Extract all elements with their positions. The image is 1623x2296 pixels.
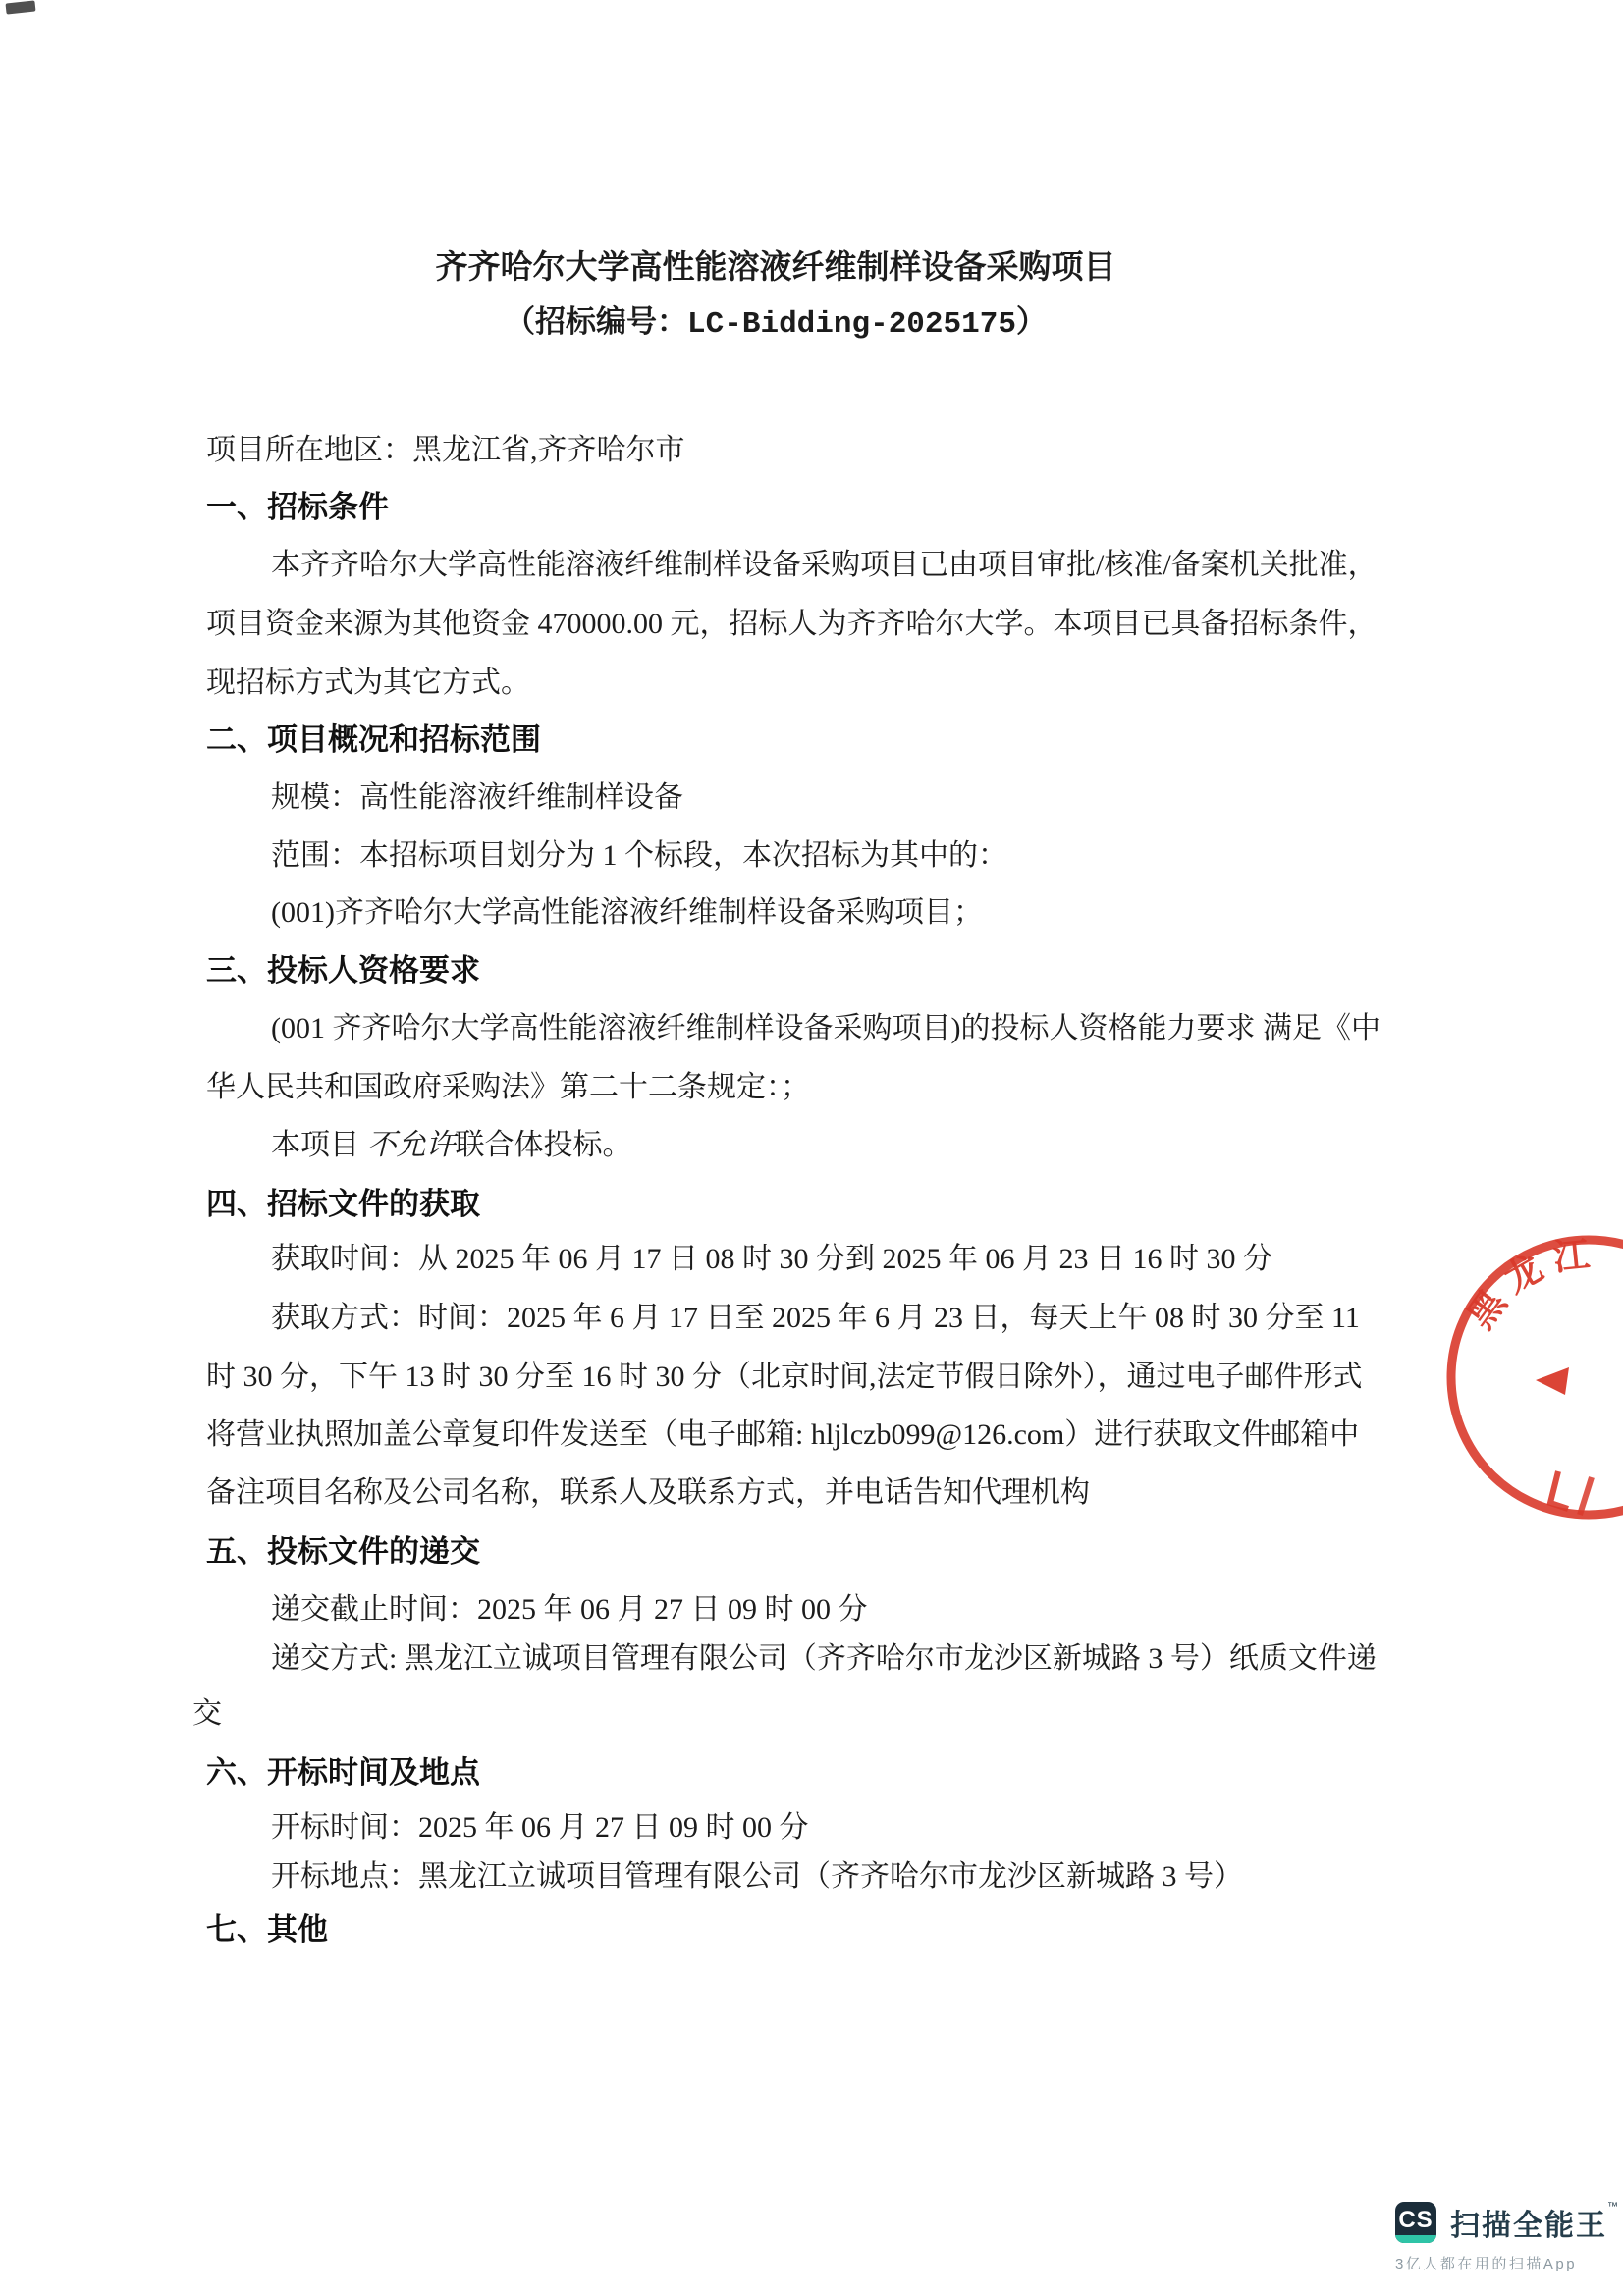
camscanner-brand-text bbox=[1450, 2201, 1620, 2244]
body-line: 规模：高性能溶液纤维制样设备 bbox=[271, 781, 683, 814]
camscanner-cs-monogram: CS bbox=[1398, 2207, 1434, 2233]
body-line: 获取方式：时间：2025 年 6 月 17 日至 2025 年 6 月 23 日，每天上午 08 时 30 分至 11 bbox=[271, 1302, 1360, 1334]
body-line: (001)齐齐哈尔大学高性能溶液纤维制样设备采购项目； bbox=[271, 896, 983, 929]
svg-text:黑龙江 bbox=[1460, 1234, 1601, 1336]
body-line: 范围：本招标项目划分为 1 个标段，本次招标为其中的： bbox=[271, 839, 1007, 872]
body-line: 项目资金来源为其他资金 470000.00 元，招标人为齐齐哈尔大学。本项目已具备招标条件， bbox=[206, 608, 1378, 640]
section-heading-2: 二、项目概况和招标范围 bbox=[206, 722, 541, 757]
stamp-star-tip bbox=[1536, 1367, 1569, 1395]
page-title: 齐齐哈尔大学高性能溶液纤维制样设备采购项目 bbox=[435, 250, 1116, 286]
section-heading-5: 五、投标文件的递交 bbox=[206, 1534, 480, 1569]
section-heading-1: 一、招标条件 bbox=[206, 490, 389, 524]
body-line: 交 bbox=[192, 1697, 222, 1730]
body-line: 将营业执照加盖公章复印件发送至（电子邮箱: hljlczb099@126.com）进行获取文件邮箱中 bbox=[206, 1418, 1360, 1451]
stamp-arc-text: 黑龙江 bbox=[1460, 1234, 1601, 1337]
section-heading-3: 三、投标人资格要求 bbox=[206, 953, 480, 988]
body-line: 递交截止时间：2025 年 06 月 27 日 09 时 00 分 bbox=[271, 1593, 868, 1626]
body-line: 华人民共和国政府采购法》第二十二条规定：； bbox=[206, 1071, 810, 1103]
camscanner-logo-accent-strip bbox=[1395, 2235, 1436, 2243]
section-heading-4: 四、招标文件的获取 bbox=[206, 1187, 480, 1221]
joint-bid-pre: 本项目 bbox=[271, 1129, 367, 1161]
scan-artifact bbox=[6, 0, 36, 14]
bid-number-subtitle: （招标编号：LC-Bidding-2025175） bbox=[505, 307, 1047, 342]
body-line: 时 30 分，下午 13 时 30 分至 16 时 30 分（北京时间,法定节假日除外），通过电子邮件形式 bbox=[206, 1361, 1363, 1393]
camscanner-logo-icon bbox=[1395, 2202, 1436, 2243]
body-line: 递交方式: 黑龙江立诚项目管理有限公司（齐齐哈尔市龙沙区新城路 3 号）纸质文件递 bbox=[271, 1642, 1377, 1675]
section-heading-6: 六、开标时间及地点 bbox=[206, 1755, 480, 1789]
body-line: 本齐齐哈尔大学高性能溶液纤维制样设备采购项目已由项目审批/核准/备案机关批准， bbox=[271, 549, 1378, 581]
body-line: 开标地点：黑龙江立诚项目管理有限公司（齐齐哈尔市龙沙区新城路 3 号） bbox=[271, 1860, 1243, 1893]
body-line: 现招标方式为其它方式。 bbox=[206, 667, 530, 699]
camscanner-tagline: 3亿人都在用的扫描App bbox=[1395, 2256, 1578, 2272]
body-line: (001 齐齐哈尔大学高性能溶液纤维制样设备采购项目)的投标人资格能力要求 满足《中 bbox=[271, 1012, 1380, 1044]
body-line: 开标时间：2025 年 06 月 27 日 09 时 00 分 bbox=[271, 1811, 809, 1843]
stamp-bottom-mark bbox=[1580, 1477, 1592, 1515]
official-stamp-red-seal bbox=[1434, 1220, 1623, 1544]
body-line-joint-bid bbox=[271, 1127, 632, 1164]
trademark-symbol: ™ bbox=[1607, 2201, 1620, 2213]
section-heading-7: 七、其他 bbox=[206, 1912, 328, 1947]
project-location-line: 项目所在地区：黑龙江省,齐齐哈尔市 bbox=[206, 434, 685, 466]
camscanner-watermark bbox=[1395, 2201, 1620, 2273]
stamp-bottom-mark bbox=[1550, 1471, 1568, 1509]
joint-bid-post: 联合体投标。 bbox=[455, 1129, 632, 1161]
joint-bid-not-allowed-emphasis: 不允许 bbox=[366, 1129, 456, 1161]
body-line: 获取时间：从 2025 年 06 月 17 日 08 时 30 分到 2025 年 06 月 23 日 16 时 30 分 bbox=[271, 1243, 1272, 1275]
body-line: 备注项目名称及公司名称，联系人及联系方式，并电话告知代理机构 bbox=[206, 1476, 1090, 1509]
camscanner-brand-label: 扫描全能王 bbox=[1450, 2210, 1607, 2242]
